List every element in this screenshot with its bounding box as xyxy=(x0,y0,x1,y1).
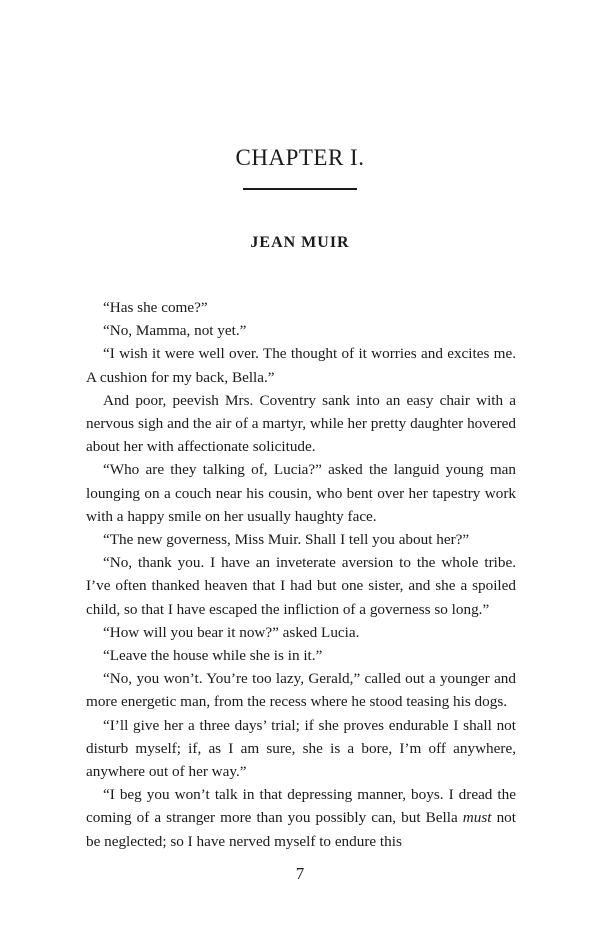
paragraph: “The new governess, Miss Muir. Shall I tell you about her?” xyxy=(103,531,470,549)
paragraph: And poor, peevish Mrs. Coventry sank into an easy chair with a nervous sigh and the air of a martyr, while her pretty daughter hovered about her with affectionate solicitude. xyxy=(86,391,516,456)
paragraph: “No, Mamma, not yet.” xyxy=(103,322,247,340)
chapter-title: CHAPTER I. xyxy=(235,145,365,170)
paragraph: “No, you won’t. You’re too lazy, Gerald,” called out a younger and more energetic man, from the recess where he stood teasing his dogs. xyxy=(86,670,516,711)
paragraph: “I wish it were well over. The thought of it worries and excites me. A cushion for my back, Bella.” xyxy=(86,345,516,386)
emphasis-must: must xyxy=(462,809,492,827)
title-rule xyxy=(243,188,357,190)
paragraph: “Leave the house while she is in it.” xyxy=(103,647,323,665)
paragraph-last xyxy=(86,783,516,853)
paragraph: “I’ll give her a three days’ trial; if she proves endurable I shall not disturb myself; if, as I am sure, she is a bore, I’m off anywhere, anywhere out of her way.” xyxy=(86,716,516,781)
body-text xyxy=(86,296,516,853)
page-number: 7 xyxy=(295,864,305,883)
paragraph-last-after: not be neglected; so I have nerved myself to endure this xyxy=(86,809,516,850)
paragraph: “Who are they talking of, Lucia?” asked the languid young man lounging on a couch near his cousin, who bent over her tapestry work with a happy smile on her usually haughty face. xyxy=(86,461,516,525)
paragraph: “How will you bear it now?” asked Lucia. xyxy=(103,623,360,641)
paragraph: “Has she come?” xyxy=(103,299,208,316)
paragraph: “No, thank you. I have an inveterate aversion to the whole tribe. I’ve often thanked heaven that I had but one sister, and she a spoiled child, so that I have escaped the infliction of a governess so long.” xyxy=(86,554,516,618)
chapter-subtitle: JEAN MUIR xyxy=(250,234,350,251)
paragraph-last-before: “I beg you won’t talk in that depressing manner, boys. I dread the coming of a stranger more than you possibly can, but Bella xyxy=(86,786,516,827)
